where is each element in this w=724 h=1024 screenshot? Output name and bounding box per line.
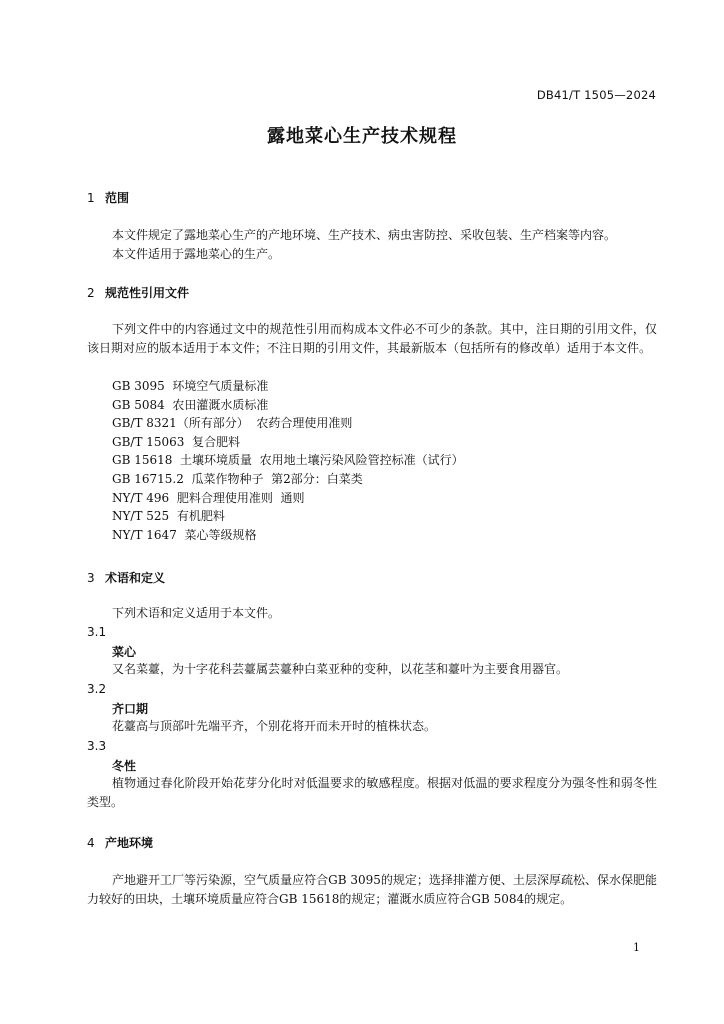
term-definition: 又名菜薹，为十字花科芸薹属芸薹种白菜亚种的变种，以花茎和薹叶为主要食用器官。 <box>112 662 569 676</box>
scope-paragraph-1: 本文件规定了露地菜心生产的产地环境、生产技术、病虫害防控、采收包装、生产档案等内容。 <box>112 228 617 242</box>
reference-item: GB/T 8321（所有部分） 农药合理使用准则 <box>112 416 353 431</box>
section-4-heading <box>87 834 153 851</box>
section-2-heading <box>87 284 189 301</box>
term-number: 3.3 <box>87 739 107 753</box>
term-number: 3.2 <box>87 682 107 696</box>
section-number: 1 <box>87 191 95 205</box>
section-title: 术语和定义 <box>105 571 166 585</box>
reference-item: GB 16715.2 瓜菜作物种子 第2部分：白菜类 <box>112 471 363 486</box>
section-1-heading <box>87 189 129 206</box>
section-number: 2 <box>87 286 95 300</box>
section-title: 规范性引用文件 <box>105 286 190 300</box>
term-definition: 植物通过春化阶段开始花芽分化时对低温要求的敏感程度。根据对低温的要求程度分为强冬性和弱冬性类型。 <box>87 776 657 809</box>
section-number: 4 <box>87 836 95 850</box>
document-title: 露地菜心生产技术规程 <box>267 126 457 147</box>
scope-paragraph-2: 本文件适用于露地菜心的生产。 <box>112 247 281 261</box>
term-name: 齐口期 <box>112 702 149 716</box>
section-title: 产地环境 <box>105 836 154 850</box>
term-number: 3.1 <box>87 625 107 639</box>
reference-item: GB 3095 环境空气质量标准 <box>112 379 269 393</box>
reference-item: NY/T 1647 菜心等级规格 <box>112 527 257 542</box>
section-3-heading <box>87 569 165 586</box>
terms-intro: 下列术语和定义适用于本文件。 <box>112 606 281 620</box>
reference-item: NY/T 525 有机肥料 <box>112 509 225 524</box>
term-definition: 花薹高与顶部叶先端平齐，个别花将开而未开时的植株状态。 <box>112 719 437 733</box>
reference-item: GB 15618 土壤环境质量 农用地土壤污染风险管控标准（试行） <box>112 453 464 468</box>
reference-list <box>112 377 464 544</box>
standard-code: DB41/T 1505—2024 <box>536 88 656 102</box>
normative-references-intro: 下列文件中的内容通过文中的规范性引用而构成本文件必不可少的条款。其中，注日期的引用文件，仅该日期对应的版本适用于本文件；不注日期的引用文件，其最新版本（包括所有的修改单）适用于本文件。 <box>87 322 657 355</box>
section-number: 3 <box>87 571 95 585</box>
term-name: 冬性 <box>112 759 137 773</box>
term-name: 菜心 <box>112 645 137 659</box>
reference-item: GB 5084 农田灌溉水质标准 <box>112 397 269 412</box>
reference-item: GB/T 15063 复合肥料 <box>112 434 241 449</box>
production-environment-paragraph: 产地避开工厂等污染源，空气质量应符合GB 3095的规定；选择排灌方便、土层深厚疏松、保水保肥能力较好的田块，土壤环境质量应符合GB 15618的规定；灌溉水质应符合GB 5084的规定。 <box>87 873 657 906</box>
section-title: 范围 <box>105 191 130 205</box>
reference-item: NY/T 496 肥料合理使用准则 通则 <box>112 490 305 505</box>
page-number: 1 <box>633 941 640 954</box>
